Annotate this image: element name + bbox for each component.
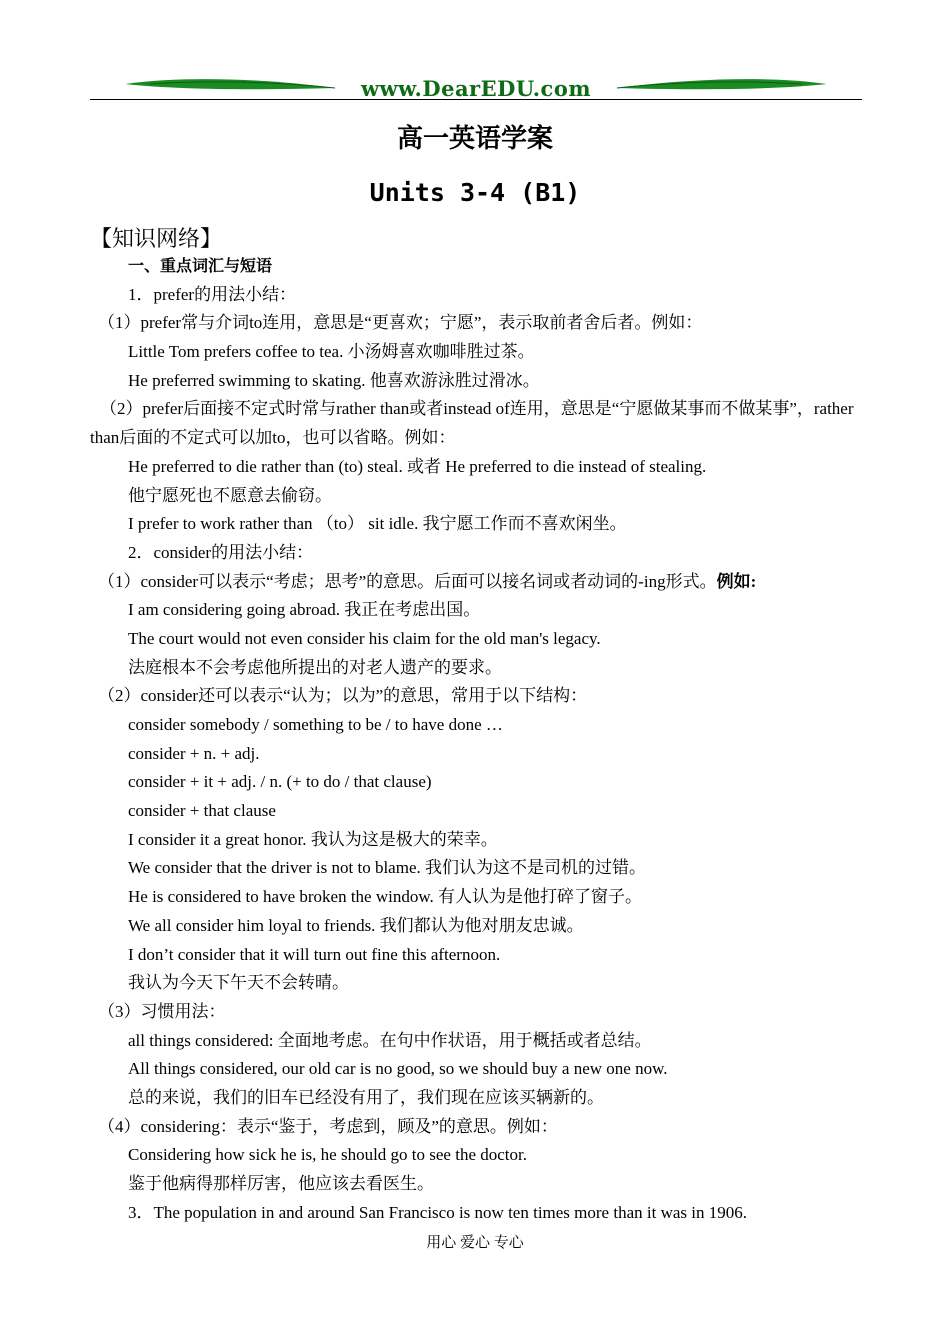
example-line: 鉴于他病得那样厉害，他应该去看医生。 — [128, 1174, 434, 1194]
document-body — [90, 252, 862, 1227]
example-line: I consider it a great honor. 我认为这是极大的荣幸。 — [128, 829, 498, 849]
subheading-consider: 2．consider的用法小结： — [128, 542, 314, 562]
example-line: The court would not even consider his claim for the old man's legacy. — [128, 628, 601, 648]
example-line: 他宁愿死也不愿意去偷窃。 — [128, 485, 332, 505]
header-rule — [90, 99, 862, 100]
page-subtitle: Units 3-4 (B1) — [369, 178, 581, 207]
paragraph-line: （2）consider还可以表示“认为；以为”的意思，常用于以下结构： — [98, 686, 588, 706]
site-logo-text: www.DearEDU.com — [360, 76, 592, 101]
structure-line: consider + that clause — [128, 801, 276, 821]
example-line: 我认为今天下午天不会转晴。 — [128, 973, 349, 993]
structure-line: consider + it + adj. / n. (+ to do / that clause) — [128, 772, 432, 792]
example-line: We all consider him loyal to friends. 我们都认为他对朋友忠诚。 — [128, 915, 584, 935]
example-line: I am considering going abroad. 我正在考虑出国。 — [128, 600, 481, 620]
paragraph-line: （1）prefer常与介词to连用，意思是“更喜欢；宁愿”，表示取前者舍后者。例如： — [98, 313, 703, 333]
paragraph-line: （2）prefer后面接不定式时常与rather than或者instead of连用，意思是“宁愿做某事而不做某事”，rather than后面的不定式可以加to，也可以省略。例如： — [90, 399, 854, 448]
paragraph-line — [90, 568, 862, 597]
example-line: We consider that the driver is not to blame. 我们认为这不是司机的过错。 — [128, 858, 646, 878]
structure-line: consider + n. + adj. — [128, 743, 260, 763]
paragraph-text: （1）consider可以表示“考虑；思考”的意思。后面可以接名词或者动词的-ing形式。 — [98, 571, 717, 591]
example-line: Considering how sick he is, he should go to see the doctor. — [128, 1145, 527, 1165]
example-line: 法庭根本不会考虑他所提出的对老人遗产的要求。 — [128, 657, 502, 677]
example-label: 例如: — [716, 571, 757, 591]
example-line: All things considered, our old car is no good, so we should buy a new one now. — [128, 1059, 668, 1079]
structure-line: consider somebody / something to be / to have done … — [128, 715, 503, 735]
example-line: He preferred to die rather than (to) steal. 或者 He preferred to die instead of stealing. — [128, 456, 707, 476]
page-title: 高一英语学案 — [396, 124, 553, 154]
section-title: 【知识网络】 — [90, 227, 223, 252]
page-footer: 用心 爱心 专心 — [426, 1235, 524, 1251]
paragraph-line: （3）习惯用法： — [98, 1001, 226, 1021]
example-line: He preferred swimming to skating. 他喜欢游泳胜过滑冰。 — [128, 370, 540, 390]
subheading-prefer: 1．prefer的用法小结： — [128, 284, 297, 304]
example-line: Little Tom prefers coffee to tea. 小汤姆喜欢咖啡胜过茶。 — [128, 342, 535, 362]
example-line: I prefer to work rather than （to） sit idle. 我宁愿工作而不喜欢闲坐。 — [128, 514, 627, 534]
example-line: all things considered: 全面地考虑。在句中作状语，用于概括或者总结。 — [128, 1030, 652, 1050]
header-banner — [90, 70, 862, 106]
subheading-population: 3．The population in and around San Francisco is now ten times more than it was in 1906. — [128, 1202, 747, 1222]
example-line: 总的来说，我们的旧车已经没有用了，我们现在应该买辆新的。 — [128, 1087, 604, 1107]
paragraph-line: （4）considering：表示“鉴于，考虑到，顾及”的意思。例如： — [98, 1116, 558, 1136]
example-line: He is considered to have broken the window. 有人认为是他打碎了窗子。 — [128, 887, 643, 907]
example-line: I don’t consider that it will turn out fine this afternoon. — [128, 944, 501, 964]
heading-vocabulary: 一、重点词汇与短语 — [128, 256, 273, 275]
